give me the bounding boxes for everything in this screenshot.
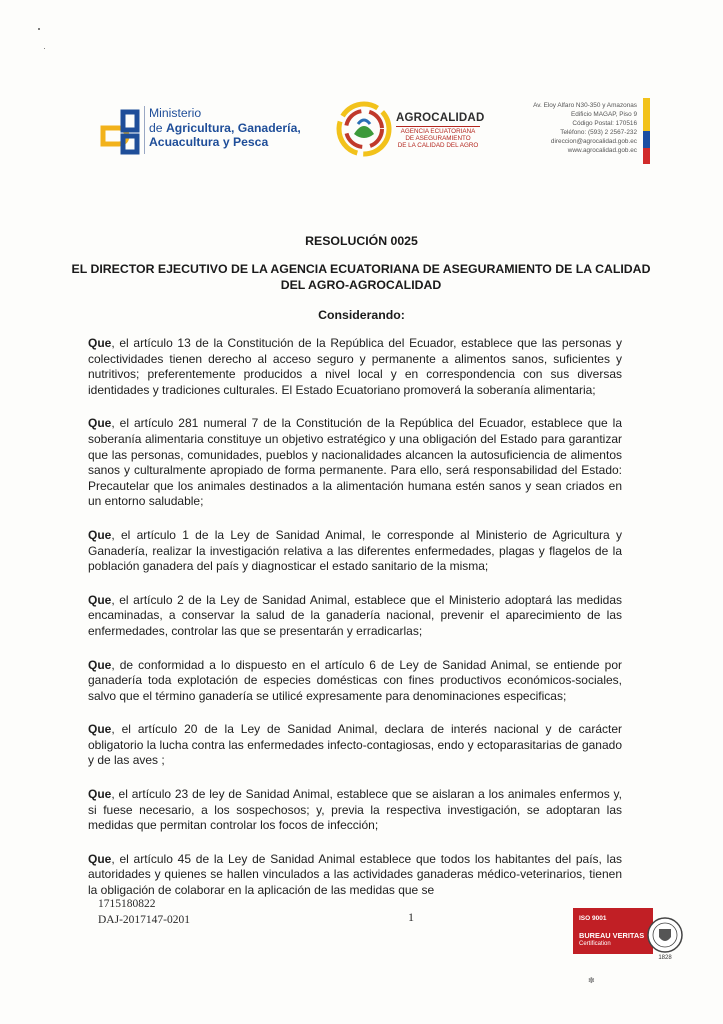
address-line: Teléfono: (593) 2 2567-232 (560, 129, 637, 137)
paragraph-text: , el artículo 281 numeral 7 de la Constitución de la República del Ecuador, establece que la soberanía alimentaria constituye un objetivo estratégico y una obligación del Estado para garantizar que las personas, comunidades, pueblos y nacionalidades alcancen la autosuficiencia de alimentos sanos y culturalmente apropiado de forma permanente. Para ello, será responsabilidad del Estado: Precautelar que los animales destinados a la alimentación humana estén sanos y sean criados en un entorno saludable; (88, 416, 622, 509)
paragraph-lead: Que (88, 787, 112, 802)
paragraph-lead: Que (88, 336, 112, 350)
page-number: 1 (408, 910, 414, 924)
paragraph-text: , de conformidad a lo dispuesto en el artículo 6 de Ley de Sanidad Animal, se entiende por ganadería toda explotación de especies domésticas con fines productivos económicos-sociales, salvo que el término ganadería se utilicé expresamente para denominaciones especificas; (88, 657, 622, 703)
address-line: Código Postal: 170516 (572, 120, 637, 128)
document-body (88, 336, 622, 902)
paragraph-text: , el artículo 13 de la Constitución de la República del Ecuador, establece que las personas y colectividades tienen derecho al acceso seguro y permanente a alimentos sanos, suficientes y nutritivos; preferentemente producidos a nivel local y en correspondencia con sus diversas identidades y tradiciones culturales. El Estado Ecuatoriano promoverá la soberanía alimentaria; (88, 336, 622, 397)
bottom-mark-icon: ✽ (588, 976, 595, 985)
paragraph-lead: Que (88, 527, 112, 542)
address-line: Av. Eloy Alfaro N30-350 y Amazonas (533, 102, 637, 109)
agency-address (497, 101, 637, 156)
agrocalidad-sub3: DE LA CALIDAD DEL AGRO (397, 142, 479, 149)
agrocalidad-logo (336, 100, 486, 160)
flag-color-bar (643, 98, 650, 164)
paragraph-text: , el artículo 20 de la Ley de Sanidad Animal, declara de interés nacional y de carácter obligatorio la lucha contra las enfermedades infecto-contagiosas, endo y ectoparasitarias de ganado y de las aves ; (88, 722, 622, 768)
document-reference (98, 896, 190, 928)
scan-speck (38, 28, 40, 30)
considerando-paragraph (88, 658, 622, 705)
document-heading: EL DIRECTOR EJECUTIVO DE LA AGENCIA ECUATORIANA DE ASEGURAMIENTO DE LA CALIDAD DEL AGRO-AGROCALIDAD (71, 262, 651, 292)
paragraph-lead: Que (88, 592, 112, 607)
paragraph-text: , el artículo 23 de ley de Sanidad Animal, establece que se aislaran a los animales enfermos y, si fuese necesario, a los sospechosos; y, previa la respectiva investigación, se adoptaran las medidas que permitan controlar los focos de infección; (88, 787, 622, 833)
address-website: www.agrocalidad.gob.ec (567, 147, 637, 155)
ministry-line1: Ministerio (149, 106, 202, 120)
paragraph-lead: Que (88, 416, 112, 431)
certification-panel (573, 908, 653, 954)
ministry-line2 (149, 121, 301, 136)
ministry-line2-prefix: de (149, 120, 166, 135)
considerando-paragraph (88, 722, 622, 769)
reference-code: DAJ-2017147-0201 (98, 914, 190, 926)
certification-name: BUREAU VERITAS (579, 931, 645, 940)
considerando-paragraph (88, 852, 622, 899)
agrocalidad-sub2: DE ASEGURAMIENTO (405, 135, 471, 142)
ministry-name (149, 106, 301, 150)
bureau-veritas-certification-badge (573, 905, 679, 975)
reference-number: 1715180822 (98, 898, 156, 910)
agrocalidad-emblem-icon (336, 100, 392, 158)
color-bar-yellow (643, 98, 650, 131)
agrocalidad-rule (396, 126, 480, 127)
ministry-line3: Acuacultura y Pesca (149, 135, 269, 150)
color-bar-red (643, 148, 650, 164)
ministry-logo (99, 104, 314, 160)
paragraph-lead: Que (88, 722, 112, 737)
considerando-paragraph (88, 336, 622, 398)
considerando-paragraph (88, 416, 622, 510)
paragraph-text: , el artículo 45 de la Ley de Sanidad Animal establece que todos los habitantes del país, las autoridades y quienes se hallen vinculados a las actividades ganaderas médico-veterinarios, tienen la obligación de colaborar en la aplicación de las medidas que se (88, 851, 622, 898)
considerando-paragraph (88, 593, 622, 640)
seal-year: 1828 (658, 955, 672, 961)
scan-speck (44, 48, 45, 49)
paragraph-lead: Que (88, 657, 112, 672)
certification-label: Certification (579, 941, 611, 947)
agrocalidad-subtitle (396, 128, 480, 149)
considerando-paragraph (88, 787, 622, 834)
ministry-emblem-icon (99, 106, 143, 156)
considerando-paragraph (88, 528, 622, 575)
address-email: direccion@agrocalidad.gob.ec (550, 138, 637, 146)
ministry-line2-main: Agricultura, Ganadería, (165, 120, 301, 135)
paragraph-lead: Que (88, 851, 112, 866)
agrocalidad-sub1: AGENCIA ECUATORIANA (400, 128, 476, 135)
bureau-veritas-seal-icon (647, 905, 687, 969)
color-bar-blue (643, 131, 650, 148)
address-line: Edificio MAGAP, Piso 9 (571, 111, 637, 119)
agrocalidad-name: AGROCALIDAD (396, 112, 485, 124)
resolution-title: RESOLUCIÓN 0025 (305, 234, 418, 248)
paragraph-text: , el artículo 1 de la Ley de Sanidad Animal, le corresponde al Ministerio de Agricultura y Ganadería, realizar la investigación relativa a las diferentes enfermedades, plagas y flagelos de la población ganadera del país y diagnosticar el estado sanitario de la misma; (88, 527, 622, 574)
paragraph-text: , el artículo 2 de la Ley de Sanidad Animal, establece que el Ministerio adoptará las medidas encaminadas, a conservar la salud de la ganadería nacional, prevenir el aparecimiento de las enfermedades, controlar las que se presentarán y erradicarlas; (88, 592, 622, 638)
considerando-heading: Considerando: (318, 308, 405, 322)
ministry-logo-divider (144, 106, 145, 154)
certification-iso: ISO 9001 (579, 915, 607, 922)
